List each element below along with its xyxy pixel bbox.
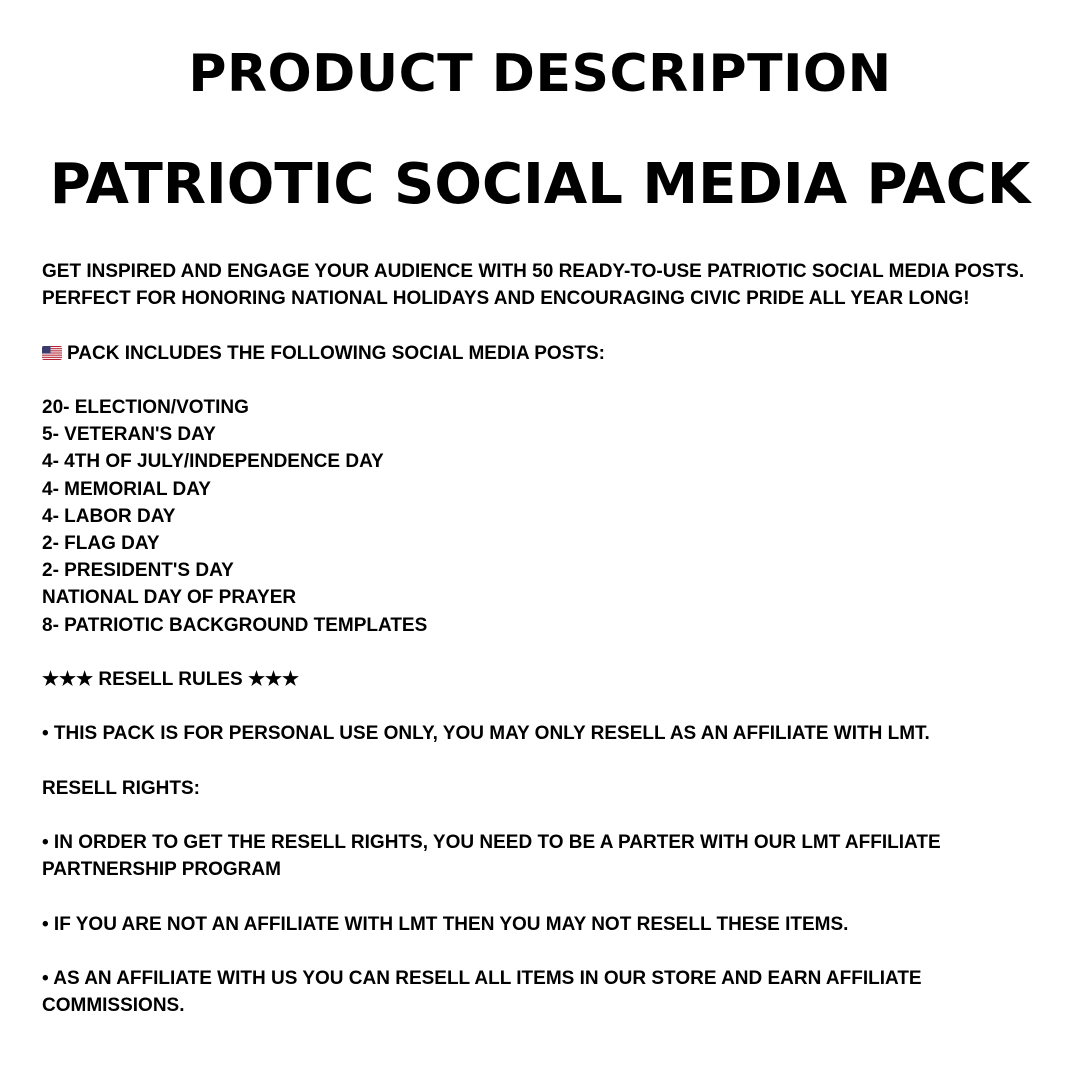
list-item: 4- MEMORIAL DAY (42, 478, 211, 500)
list-item: 20- ELECTION/VOTING (42, 396, 249, 418)
resell-rule: • THIS PACK IS FOR PERSONAL USE ONLY, YOU MAY ONLY RESELL AS AN AFFILIATE WITH LMT. (42, 723, 930, 745)
resell-rights-heading: RESELL RIGHTS: (42, 777, 200, 799)
us-flag-icon (42, 346, 62, 360)
description-body (42, 258, 1042, 1020)
includes-heading: PACK INCLUDES THE FOLLOWING SOCIAL MEDIA POSTS: (67, 342, 605, 364)
resell-rules-heading: ★★★ RESELL RULES ★★★ (42, 669, 300, 690)
resell-rights-point: • IF YOU ARE NOT AN AFFILIATE WITH LMT THEN YOU MAY NOT RESELL THESE ITEMS. (42, 913, 849, 935)
list-item: 2- PRESIDENT'S DAY (42, 560, 234, 582)
list-item: 5- VETERAN'S DAY (42, 424, 216, 446)
list-item: 2- FLAG DAY (42, 533, 160, 554)
includes-heading-line (42, 340, 1042, 367)
resell-rights-point: • IN ORDER TO GET THE RESELL RIGHTS, YOU NEED TO BE A PARTER WITH OUR LMT AFFILIATE PARTNERSHIP PROGRAM (42, 832, 941, 881)
intro-paragraph: GET INSPIRED AND ENGAGE YOUR AUDIENCE WITH 50 READY-TO-USE PATRIOTIC SOCIAL MEDIA POSTS. PERFECT FOR HONORING NATIONAL HOLIDAYS AND ENCOURAGING CIVIC PRIDE ALL YEAR LONG! (42, 261, 1025, 310)
page-subtitle: PATRIOTIC SOCIAL MEDIA PACK (49, 152, 1031, 217)
list-item: 4- 4TH OF JULY/INDEPENDENCE DAY (42, 451, 384, 473)
list-item: NATIONAL DAY OF PRAYER (42, 587, 297, 609)
resell-rights-point: • AS AN AFFILIATE WITH US YOU CAN RESELL ALL ITEMS IN OUR STORE AND EARN AFFILIATE COMMISSIONS. (42, 968, 922, 1017)
list-item: 8- PATRIOTIC BACKGROUND TEMPLATES (42, 614, 428, 636)
list-item: 4- LABOR DAY (42, 505, 176, 527)
page-title: PRODUCT DESCRIPTION (188, 44, 892, 104)
